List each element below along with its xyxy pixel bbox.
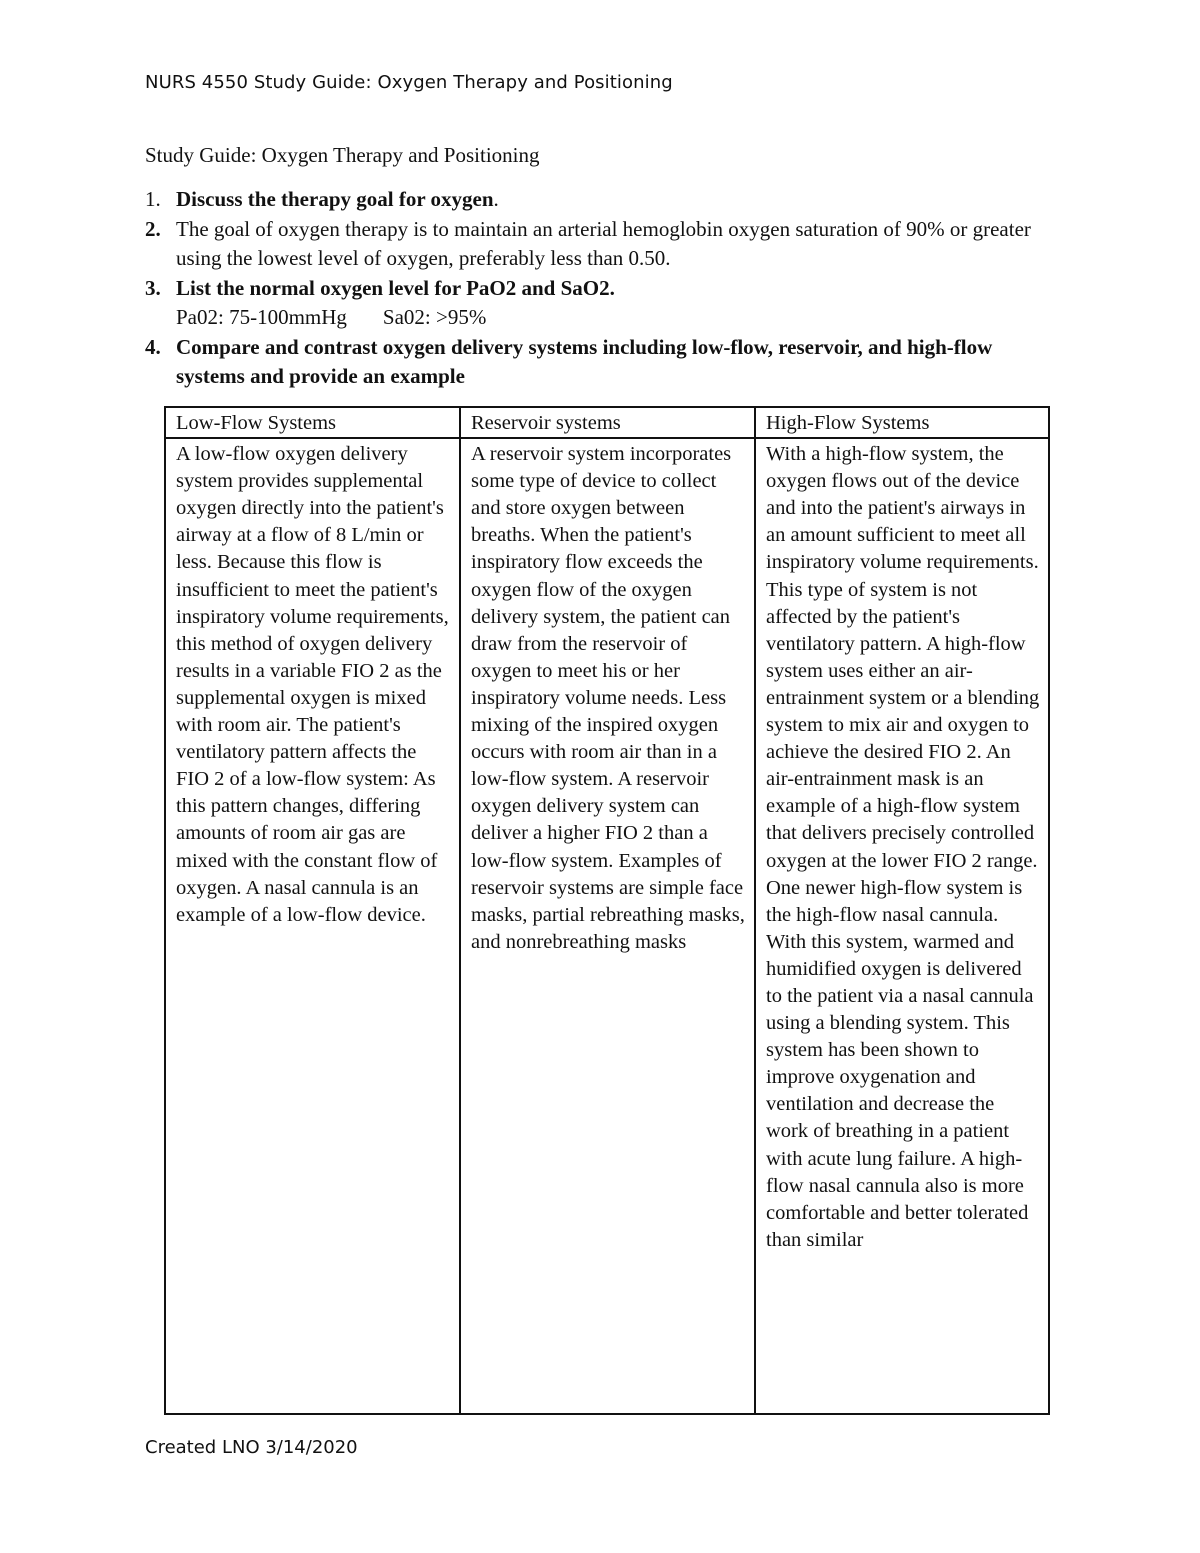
item-number: 3. [145,275,161,300]
high-flow-description: With a high-flow system, the oxygen flows out of the device and into the patient's airways in an amount sufficient to meet all inspiratory volume requirements. This type of system is not affected by the patient's ventilatory pattern. A high-flow system uses either an air-entrainment system or a blending system to mix air and oxygen to achieve the desired FIO 2. An air-entrainment mask is an example of a high-flow system that delivers precisely controlled oxygen at the lower FIO 2 range. One newer high-flow system is the high-flow nasal cannula. With this system, warmed and humidified oxygen is delivered to the patient via a nasal cannula using a blending system. This system has been shown to improve oxygenation and ventilation and decrease the work of breathing in a patient with acute lung failure. A high-flow nasal cannula also is more comfortable and better tolerated than similar [755,438,1049,1414]
page-header: NURS 4550 Study Guide: Oxygen Therapy and Positioning [145,72,673,93]
answer-2-text: The goal of oxygen therapy is to maintain an arterial hemoglobin oxygen saturation of 90% or greater using the lowest level of oxygen, preferably less than 0.50. [176,216,1031,270]
sao2-value: Sa02: >95% [382,305,487,329]
page-footer: Created LNO 3/14/2020 [145,1437,358,1458]
question-1-trail: . [493,187,499,211]
document-title: Study Guide: Oxygen Therapy and Positioning [145,143,540,167]
column-header-high-flow: High-Flow Systems [755,407,1049,438]
list-item [145,215,1055,274]
reservoir-description: A reservoir system incorporates some type of device to collect and store oxygen between breaths. When the patient's inspiratory flow exceeds the oxygen flow of the oxygen delivery system, the patient can draw from the reservoir of oxygen to meet his or her inspiratory volume needs. Less mixing of the inspired oxygen occurs with room air than in a low-flow system. A reservoir oxygen delivery system can deliver a higher FIO 2 than a low-flow system. Examples of reservoir systems are simple face masks, partial rebreathing masks, and nonrebreathing masks [460,438,755,1414]
list-item [145,333,1055,392]
low-flow-description: A low-flow oxygen delivery system provides supplemental oxygen directly into the patient's airway at a flow of 8 L/min or less. Because this flow is insufficient to meet the patient's inspiratory volume requirements, this method of oxygen delivery results in a variable FIO 2 as the supplemental oxygen is mixed with room air. The patient's ventilatory pattern affects the FIO 2 of a low-flow system: As this pattern changes, differing amounts of room air gas are mixed with the constant flow of oxygen. A nasal cannula is an example of a low-flow device. [165,438,460,1414]
oxygen-systems-table [164,406,1050,1415]
list-item [145,185,1055,215]
column-header-low-flow: Low-Flow Systems [165,407,460,438]
question-4-text: Compare and contrast oxygen delivery systems including low-flow, reservoir, and high-flow systems and provide an example [176,334,993,388]
question-3-text: List the normal oxygen level for PaO2 and SaO2. [176,275,615,300]
question-list [145,185,1055,392]
item-number: 4. [145,334,161,359]
item-number: 2. [145,216,161,241]
table-row [165,438,1049,1414]
pao2-value: Pa02: 75-100mmHg [176,305,347,329]
question-1-text: Discuss the therapy goal for oxygen [176,187,494,211]
normal-levels-line [145,303,1055,333]
table-header-row [165,407,1049,438]
item-number: 1. [145,187,161,211]
list-item [145,274,1055,304]
item-text [176,185,1055,215]
column-header-reservoir: Reservoir systems [460,407,755,438]
